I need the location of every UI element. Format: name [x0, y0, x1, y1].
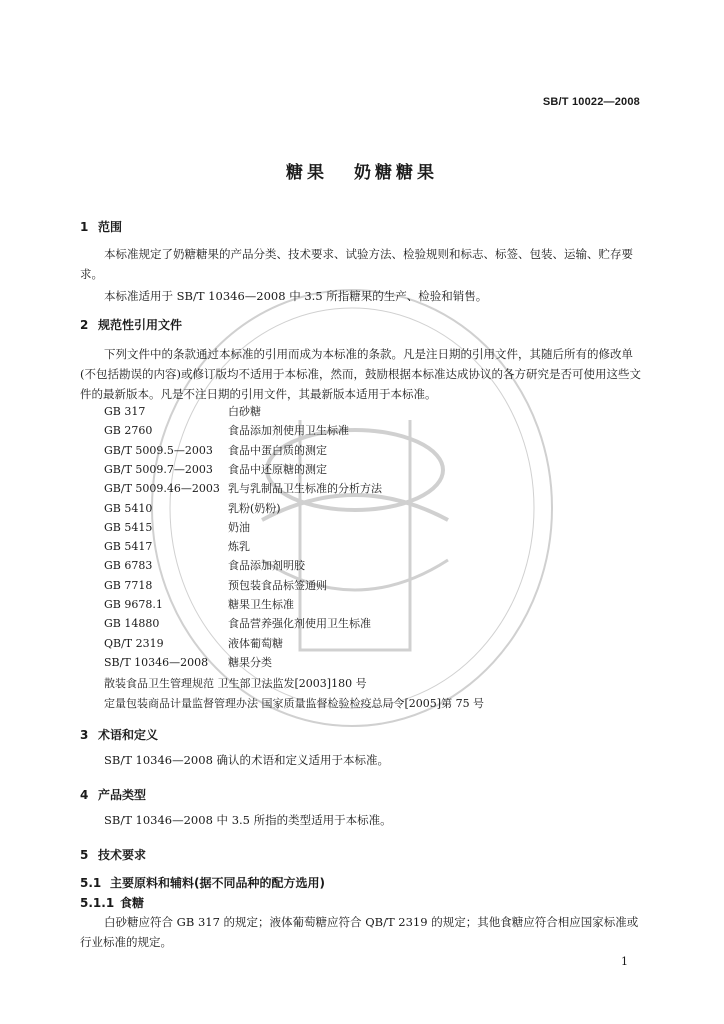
reference-extra-2: 定量包装商品计量监督管理办法 国家质量监督检验检疫总局令[2005]第 75 号 [104, 697, 485, 710]
reference-extra-1: 散装食品卫生管理规范 卫生部卫法监发[2003]180 号 [104, 677, 367, 690]
reference-item [104, 518, 250, 538]
reference-name: 预包装食品标签通则 [228, 578, 327, 592]
reference-item [104, 460, 327, 480]
section-5-1-heading: 5.1 主要原料和辅料(据不同品种的配方选用) [80, 876, 325, 890]
reference-code: GB 2760 [104, 424, 153, 438]
page-number: 1 [621, 955, 628, 968]
reference-name: 炼乳 [228, 540, 250, 554]
reference-code: QB/T 2319 [104, 636, 164, 650]
reference-name: 糖果卫生标准 [228, 598, 294, 611]
title-part2: 奶糖糖果 [354, 163, 438, 183]
reference-name: 食品营养强化剂使用卫生标准 [228, 617, 371, 631]
section-3-para: SB/T 10346—2008 确认的术语和定义适用于本标准。 [104, 753, 390, 767]
reference-code: SB/T 10346—2008 [104, 655, 209, 669]
section-5-1-1-para: 白砂糖应符合 GB 317 的规定；液体葡萄糖应符合 QB/T 2319 的规定；其他食糖应符合相应国家标准或行业标准的规定。 [80, 915, 639, 949]
reference-item [104, 402, 261, 422]
reference-code: GB 6783 [104, 559, 153, 573]
reference-name: 食品添加剂使用卫生标准 [228, 424, 349, 438]
reference-code: GB 9678.1 [104, 598, 163, 611]
reference-item [104, 499, 281, 519]
reference-item [104, 556, 305, 576]
reference-name: 液体葡萄糖 [228, 636, 283, 650]
reference-code: GB/T 5009.5—2003 [104, 443, 213, 457]
reference-code: GB/T 5009.7—2003 [104, 462, 213, 476]
section-5-heading: 5 技术要求 [80, 848, 147, 862]
reference-code: GB 14880 [104, 617, 160, 631]
reference-item [104, 595, 294, 615]
section-4-para: SB/T 10346—2008 中 3.5 所指的类型适用于本标准。 [104, 813, 392, 827]
reference-code: GB/T 5009.46—2003 [104, 482, 220, 496]
title-part1: 糖果 [286, 163, 328, 183]
reference-name: 白砂糖 [228, 405, 261, 418]
reference-name: 奶油 [228, 520, 250, 534]
reference-item [104, 537, 250, 557]
reference-item [104, 421, 349, 441]
reference-item [104, 653, 272, 673]
reference-code: GB 5417 [104, 540, 153, 554]
reference-name: 乳与乳制品卫生标准的分析方法 [228, 482, 382, 496]
section-2-heading: 2 规范性引用文件 [80, 318, 183, 332]
reference-name: 乳粉(奶粉) [228, 501, 281, 515]
reference-item [104, 479, 382, 499]
reference-code: GB 5410 [104, 501, 153, 515]
reference-code: GB 5415 [104, 520, 153, 534]
reference-item [104, 614, 371, 634]
reference-name: 食品添加剂明胶 [228, 559, 305, 573]
reference-item [104, 576, 327, 596]
reference-item [104, 441, 327, 461]
reference-code: GB 7718 [104, 578, 153, 592]
reference-name: 食品中还原糖的测定 [228, 462, 327, 476]
document-title [0, 158, 724, 183]
reference-name: 糖果分类 [228, 655, 272, 669]
section-3-heading: 3 术语和定义 [80, 728, 159, 742]
reference-name: 食品中蛋白质的测定 [228, 443, 327, 457]
section-1-heading: 1 范围 [80, 220, 123, 234]
standard-code: SB/T 10022—2008 [542, 96, 640, 108]
section-5-1-1-heading: 5.1.1 食糖 [80, 896, 145, 910]
reference-item [104, 634, 283, 654]
section-1-para-1: 本标准规定了奶糖糖果的产品分类、技术要求、试验方法、检验规则和标志、标签、包装、运输、贮存要求。 [80, 247, 633, 281]
reference-code: GB 317 [104, 405, 146, 418]
section-1-para-2: 本标准适用于 SB/T 10346—2008 中 3.5 所指糖果的生产、检验和销售。 [104, 289, 488, 303]
section-2-intro: 下列文件中的条款通过本标准的引用而成为本标准的条款。凡是注日期的引用文件，其随后所有的修改单(不包括勘误的内容)或修订版均不适用于本标准，然而，鼓励根据本标准达成协议的各方研究是否可使用这些文件的最新版本。凡是不注日期的引用文件，其最新版本适用于本标准。 [80, 347, 641, 401]
section-4-heading: 4 产品类型 [80, 788, 147, 802]
